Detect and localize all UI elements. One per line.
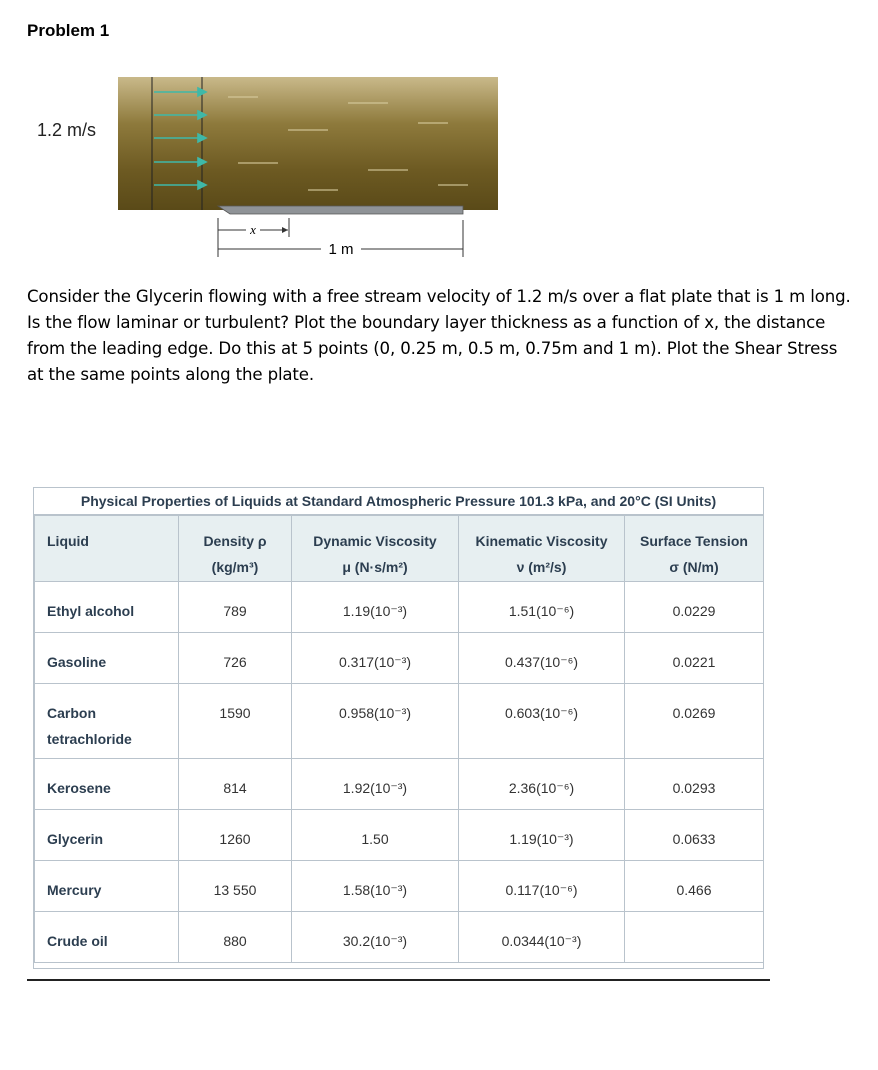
cell-liquid: Gasoline — [35, 633, 179, 684]
cell-dynamic-viscosity: 1.19(10⁻³) — [292, 582, 459, 633]
flat-plate-figure — [118, 75, 498, 265]
cell-density: 1260 — [179, 810, 292, 861]
bottom-rule — [27, 979, 770, 981]
cell-kinematic-viscosity: 0.603(10⁻⁶) — [459, 684, 625, 759]
table-row — [35, 633, 764, 684]
cell-surface-tension: 0.466 — [625, 861, 764, 912]
cell-liquid: Glycerin — [35, 810, 179, 861]
cell-liquid: Mercury — [35, 861, 179, 912]
cell-dynamic-viscosity: 1.92(10⁻³) — [292, 759, 459, 810]
cell-density: 814 — [179, 759, 292, 810]
table-row — [35, 759, 764, 810]
cell-kinematic-viscosity: 0.117(10⁻⁶) — [459, 861, 625, 912]
flat-plate — [218, 206, 463, 214]
cell-kinematic-viscosity: 1.19(10⁻³) — [459, 810, 625, 861]
cell-kinematic-viscosity: 2.36(10⁻⁶) — [459, 759, 625, 810]
cell-liquid: Crude oil — [35, 912, 179, 963]
length-label: 1 m — [328, 241, 354, 258]
x-label: x — [250, 222, 256, 237]
cell-dynamic-viscosity: 1.50 — [292, 810, 459, 861]
cell-dynamic-viscosity: 1.58(10⁻³) — [292, 861, 459, 912]
cell-surface-tension: 0.0633 — [625, 810, 764, 861]
cell-surface-tension: 0.0293 — [625, 759, 764, 810]
cell-density: 880 — [179, 912, 292, 963]
cell-dynamic-viscosity: 0.317(10⁻³) — [292, 633, 459, 684]
header-liquid: Liquid — [35, 516, 179, 582]
header-kinematic-viscosity: Kinematic Viscosity ν (m²/s) — [459, 516, 625, 582]
cell-surface-tension: 0.0269 — [625, 684, 764, 759]
table-row — [35, 861, 764, 912]
table-header-row — [35, 516, 764, 582]
problem-statement: Consider the Glycerin flowing with a free stream velocity of 1.2 m/s over a flat plate that is 1 m long. Is the flow laminar or turbulent? Plot the boundary layer thickness as a function of x, the distance from the leading edge. Do this at 5 points (0, 0.25 m, 0.5 m, 0.75m and 1 m). Plot the Shear Stress at the same points along the plate. — [27, 287, 851, 384]
table-title: Physical Properties of Liquids at Standard Atmospheric Pressure 101.3 kPa, and 20°C (SI Units) — [34, 488, 763, 515]
header-density: Density ρ (kg/m³) — [179, 516, 292, 582]
header-dynamic-viscosity: Dynamic Viscosity μ (N·s/m²) — [292, 516, 459, 582]
table-row — [35, 582, 764, 633]
cell-liquid: Carbon tetrachloride — [35, 684, 179, 759]
cell-liquid: Ethyl alcohol — [35, 582, 179, 633]
cell-density: 789 — [179, 582, 292, 633]
cell-dynamic-viscosity: 0.958(10⁻³) — [292, 684, 459, 759]
cell-kinematic-viscosity: 1.51(10⁻⁶) — [459, 582, 625, 633]
cell-density: 726 — [179, 633, 292, 684]
table-row — [35, 810, 764, 861]
cell-liquid: Kerosene — [35, 759, 179, 810]
velocity-label: 1.2 m/s — [37, 120, 97, 140]
properties-table — [33, 487, 764, 969]
table-row — [35, 684, 764, 759]
cell-surface-tension: 0.0229 — [625, 582, 764, 633]
cell-surface-tension — [625, 912, 764, 963]
cell-surface-tension: 0.0221 — [625, 633, 764, 684]
cell-kinematic-viscosity: 0.437(10⁻⁶) — [459, 633, 625, 684]
problem-title: Problem 1 — [27, 21, 110, 40]
cell-dynamic-viscosity: 30.2(10⁻³) — [292, 912, 459, 963]
table-row — [35, 912, 764, 963]
cell-kinematic-viscosity: 0.0344(10⁻³) — [459, 912, 625, 963]
cell-density: 1590 — [179, 684, 292, 759]
header-surface-tension: Surface Tension σ (N/m) — [625, 516, 764, 582]
cell-density: 13 550 — [179, 861, 292, 912]
